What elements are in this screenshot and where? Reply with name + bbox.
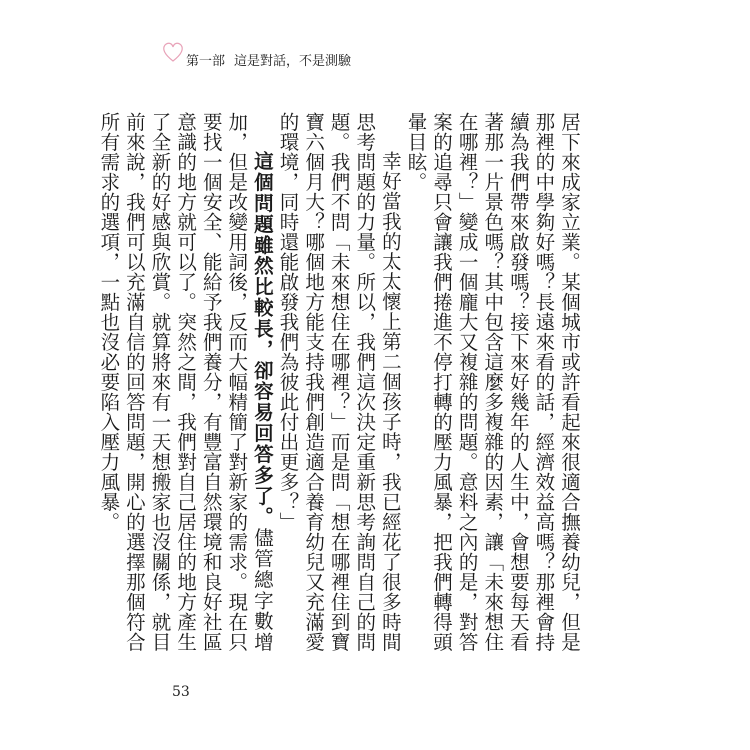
paragraph-3-bold-lead: 這個問題雖然比較長，卻容易回答多了。 — [250, 151, 274, 528]
running-header-part: 第一部 — [186, 54, 226, 69]
body-text — [97, 112, 582, 653]
page-number: 53 — [172, 684, 190, 700]
paragraph-3-text: 儘管總字數增加，但是改變用詞後，反而大幅精簡了對新家的需求。現在只要找一個安全、能給予我們養分，有豐富自然環境和良好社區意識的地方就可以了。突然之間，我們對自己居住的地方產生了全新的好感與欣賞。就算將來有一天想搬家也沒關係，就目前來說，我們可以充滿自信的回答問題，開心的選擇那個符合所有需求的選項，一點也沒必要陷入壓力風暴。 — [97, 112, 274, 653]
paragraph-3 — [96, 112, 275, 652]
running-header-title: 這是對話，不是測驗 — [234, 54, 352, 69]
heart-outline-icon — [160, 40, 186, 64]
paragraph-2: 幸好當我的太太懷上第二個孩子時，我已經花了很多時間思考問題的力量。所以，我們這次決定重新思考詢問自己的問題。我們不問「未來想住在哪裡？」而是問「想在哪裡住到寶寶六個月大？哪個地方能支持我們創造適合養育幼兒又充滿愛的環境，同時還能啟發我們為彼此付出更多？」 — [276, 112, 402, 652]
paragraph-1: 居下來成家立業。某個城市或許看起來很適合撫養幼兒，但是那裡的中學夠好嗎？長遠來看的話，經濟效益高嗎？那裡會持續為我們帶來啟發嗎？接下來好幾年的人生中，會想要每天看著那一片景色嗎？其中包含這麼多複雜的因素，讓「未來想住在哪裡？」變成一個龐大又複雜的問題。意料之內的是，對答案的追尋只會讓我們捲進不停打轉的壓力風暴，把我們轉得頭暈目眩。 — [404, 112, 581, 652]
